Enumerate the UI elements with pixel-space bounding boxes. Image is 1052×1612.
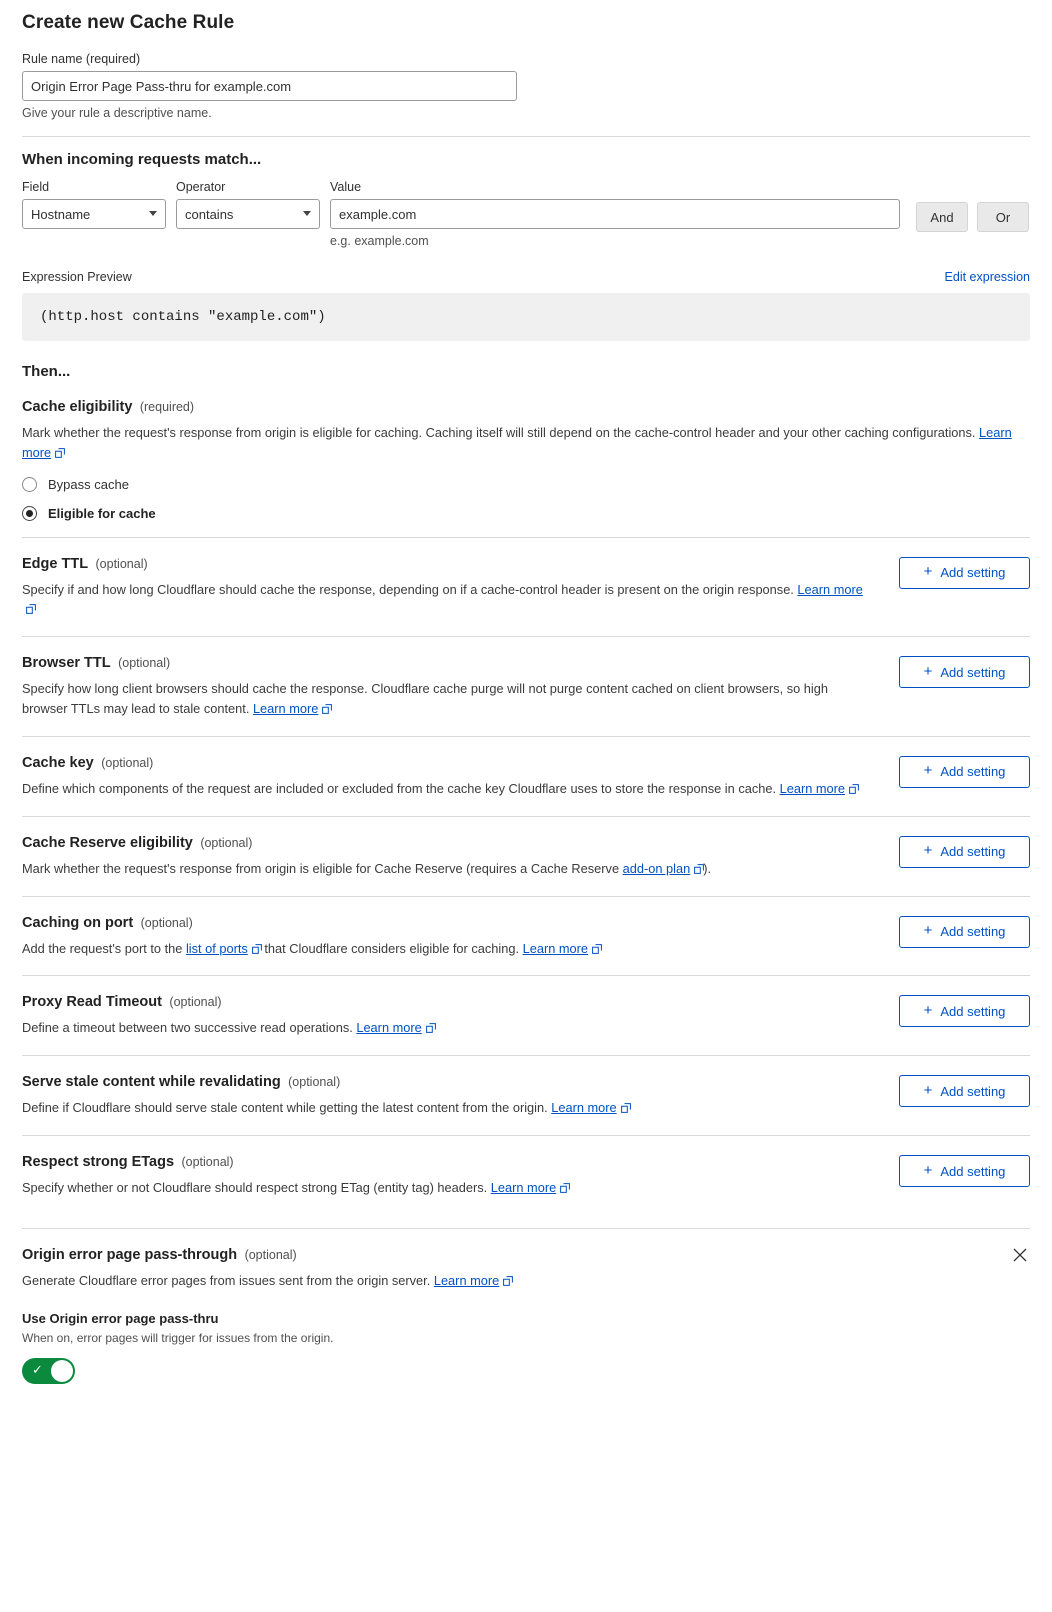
setting-caching-on-port [22, 896, 1030, 976]
setting-serve-stale-content [22, 1055, 1030, 1135]
setting-desc [22, 779, 869, 799]
and-or-group [916, 202, 1029, 232]
cache-eligibility-desc [22, 423, 1012, 463]
setting-origin-error-page-pass-through [22, 1228, 1030, 1384]
external-link-icon [26, 604, 35, 613]
cache-eligibility-section [22, 398, 1030, 521]
add-setting-button-serve-stale[interactable] [899, 1075, 1030, 1107]
rule-name-helper: Give your rule a descriptive name. [22, 106, 212, 120]
setting-desc-text: Define a timeout between two successive read operations. [22, 1020, 357, 1036]
plus-icon: + [923, 1081, 933, 1099]
setting-optional: (optional) [181, 1155, 234, 1170]
expression-preview: (http.host contains "example.com") [22, 293, 1030, 341]
setting-desc [22, 939, 869, 959]
value-input[interactable] [330, 199, 900, 229]
or-button[interactable]: Or [977, 202, 1029, 232]
add-setting-button-edge-ttl[interactable] [899, 557, 1030, 589]
add-setting-button-cache-reserve[interactable] [899, 836, 1030, 868]
external-link-icon [694, 864, 703, 873]
setting-optional: (optional) [101, 755, 154, 770]
learn-more-link[interactable]: Learn more [356, 1020, 422, 1036]
plus-icon: + [923, 762, 933, 780]
field-group [22, 180, 166, 229]
radio-icon-selected[interactable] [22, 506, 37, 521]
learn-more-link[interactable]: Learn more [551, 1100, 617, 1116]
check-icon: ✓ [32, 1361, 43, 1377]
plus-icon: + [923, 1161, 933, 1179]
learn-more-link[interactable]: Learn more [252, 701, 319, 717]
toggle-knob [51, 1360, 73, 1382]
setting-respect-strong-etags [22, 1135, 1030, 1215]
divider [22, 136, 1030, 137]
value-helper: e.g. example.com [330, 234, 429, 248]
rule-name-group [22, 52, 1030, 120]
operator-select[interactable] [176, 199, 320, 229]
learn-more-link[interactable]: Learn more [490, 1180, 557, 1196]
setting-title: Cache key [22, 754, 94, 771]
setting-optional: (optional) [140, 915, 193, 930]
operator-select-value[interactable]: contains [176, 199, 320, 229]
learn-more-link[interactable]: Learn more [22, 425, 1012, 460]
add-setting-label: Add setting [940, 664, 1006, 680]
setting-title: Caching on port [22, 914, 134, 931]
field-select[interactable] [22, 199, 166, 229]
add-setting-button-browser-ttl[interactable] [899, 656, 1030, 688]
setting-cache-key [22, 736, 1030, 816]
expression-header [22, 270, 1030, 284]
external-link-icon [621, 1103, 630, 1112]
and-button[interactable]: And [916, 202, 968, 232]
add-setting-label: Add setting [940, 764, 1006, 780]
radio-eligible-for-cache[interactable] [22, 506, 1030, 521]
edit-expression-link[interactable]: Edit expression [944, 270, 1030, 284]
setting-desc-text: Specify if and how long Cloudflare should cache the response, depending on if a cache-control header is present on the origin response. [22, 581, 798, 597]
add-setting-label: Add setting [940, 844, 1006, 860]
match-heading: When incoming requests match... [22, 151, 262, 168]
setting-title: Cache Reserve eligibility [22, 834, 193, 851]
external-link-icon [426, 1023, 435, 1032]
match-row [22, 180, 1030, 248]
setting-desc [22, 1098, 869, 1118]
setting-desc-mid: that Cloudflare considers eligible for caching. [260, 940, 523, 956]
add-setting-label: Add setting [940, 1083, 1006, 1099]
setting-title: Browser TTL [22, 655, 111, 672]
setting-optional: (optional) [169, 995, 222, 1010]
operator-group [176, 180, 320, 229]
then-heading: Then... [22, 363, 71, 380]
plus-icon: + [923, 563, 933, 581]
external-link-icon [503, 1276, 512, 1285]
setting-desc-text: Specify whether or not Cloudflare should respect strong ETag (entity tag) headers. [22, 1180, 491, 1196]
operator-label: Operator [176, 180, 226, 194]
setting-desc [22, 1018, 869, 1038]
radio-icon[interactable] [22, 477, 37, 492]
setting-desc [22, 580, 869, 620]
setting-optional: (optional) [200, 835, 253, 850]
add-setting-label: Add setting [940, 1003, 1006, 1019]
page-title: Create new Cache Rule [22, 12, 235, 33]
cache-eligibility-required: (required) [139, 400, 195, 414]
cache-eligibility-desc-text: Mark whether the request's response from origin is eligible for caching. Caching itself will still depend on the cache-control header and your other caching configurations. [22, 425, 980, 440]
value-label: Value [330, 180, 362, 194]
setting-desc-text: Add the request's port to the [22, 940, 186, 956]
origin-error-desc [22, 1271, 1012, 1291]
setting-edge-ttl [22, 537, 1030, 637]
setting-desc-text: Define which components of the request are included or excluded from the cache key Cloudflare uses to store the response in cache. [22, 780, 780, 796]
add-setting-label: Add setting [940, 924, 1006, 940]
setting-desc-text: Specify how long client browsers should cache the response. Cloudflare cache purge will not purge content cached on client browsers, so high browser TTLs may lead to stale content. [22, 681, 828, 717]
radio-bypass-cache[interactable] [22, 477, 1030, 492]
setting-desc-text: Mark whether the request's response from origin is eligible for Cache Reserve (requires a Cache Reserve [22, 860, 623, 876]
plus-icon: + [923, 922, 933, 940]
origin-error-desc-text: Generate Cloudflare error pages from issues sent from the origin server. [22, 1272, 434, 1288]
list-of-ports-link[interactable]: list of ports [185, 940, 248, 956]
setting-title: Proxy Read Timeout [22, 994, 162, 1011]
field-label: Field [22, 180, 50, 194]
rule-name-input[interactable] [22, 71, 517, 101]
setting-desc-tail: ). [703, 860, 712, 876]
plus-icon: + [923, 842, 933, 860]
setting-desc [22, 859, 869, 879]
field-select-value[interactable]: Hostname [22, 199, 166, 229]
external-link-icon [252, 944, 261, 953]
setting-desc [22, 679, 869, 719]
value-group [330, 180, 900, 248]
external-link-icon [322, 704, 331, 713]
add-setting-button-respect-etags[interactable] [899, 1155, 1030, 1187]
setting-desc [22, 1178, 869, 1198]
plus-icon: + [923, 1001, 933, 1019]
setting-title: Edge TTL [22, 555, 89, 572]
setting-proxy-read-timeout [22, 975, 1030, 1055]
setting-optional: (optional) [288, 1075, 341, 1090]
add-on-plan-link[interactable]: add-on plan [622, 860, 691, 876]
setting-title: Respect strong ETags [22, 1154, 175, 1171]
learn-more-link[interactable]: Learn more [522, 940, 589, 956]
add-setting-label: Add setting [940, 565, 1006, 581]
external-link-icon [849, 784, 858, 793]
setting-browser-ttl [22, 636, 1030, 736]
learn-more-link[interactable]: Learn more [797, 581, 863, 597]
add-setting-button-cache-key[interactable] [899, 756, 1030, 788]
learn-more-link[interactable]: Learn more [433, 1272, 500, 1288]
setting-desc-text: Define if Cloudflare should serve stale content while getting the latest content from the origin. [22, 1100, 552, 1116]
add-setting-button-caching-on-port[interactable] [899, 916, 1030, 948]
plus-icon: + [923, 662, 933, 680]
add-setting-label: Add setting [940, 1163, 1006, 1179]
radio-eligible-for-cache-label: Eligible for cache [48, 505, 156, 521]
cache-eligibility-title-row [22, 398, 1030, 416]
external-link-icon [592, 944, 601, 953]
radio-bypass-cache-label: Bypass cache [48, 476, 129, 492]
add-setting-button-proxy-read-timeout[interactable] [899, 995, 1030, 1027]
close-icon[interactable] [1012, 1247, 1028, 1263]
origin-error-toggle[interactable] [22, 1358, 75, 1384]
setting-optional: (optional) [95, 556, 148, 571]
setting-cache-reserve-eligibility [22, 816, 1030, 896]
learn-more-link[interactable]: Learn more [779, 780, 846, 796]
expression-label: Expression Preview [22, 270, 132, 284]
origin-error-toggle-label: Use Origin error page pass-thru [22, 1310, 219, 1326]
setting-optional: (optional) [118, 656, 171, 671]
rule-name-label: Rule name (required) [22, 52, 141, 66]
external-link-icon [560, 1183, 569, 1192]
origin-error-toggle-sub: When on, error pages will trigger for issues from the origin. [22, 1330, 334, 1345]
external-link-icon [55, 448, 64, 457]
setting-title: Serve stale content while revalidating [22, 1074, 281, 1091]
origin-error-title: Origin error page pass-through [22, 1246, 238, 1263]
cache-eligibility-title: Cache eligibility [22, 399, 133, 415]
origin-error-optional: (optional) [244, 1247, 297, 1262]
